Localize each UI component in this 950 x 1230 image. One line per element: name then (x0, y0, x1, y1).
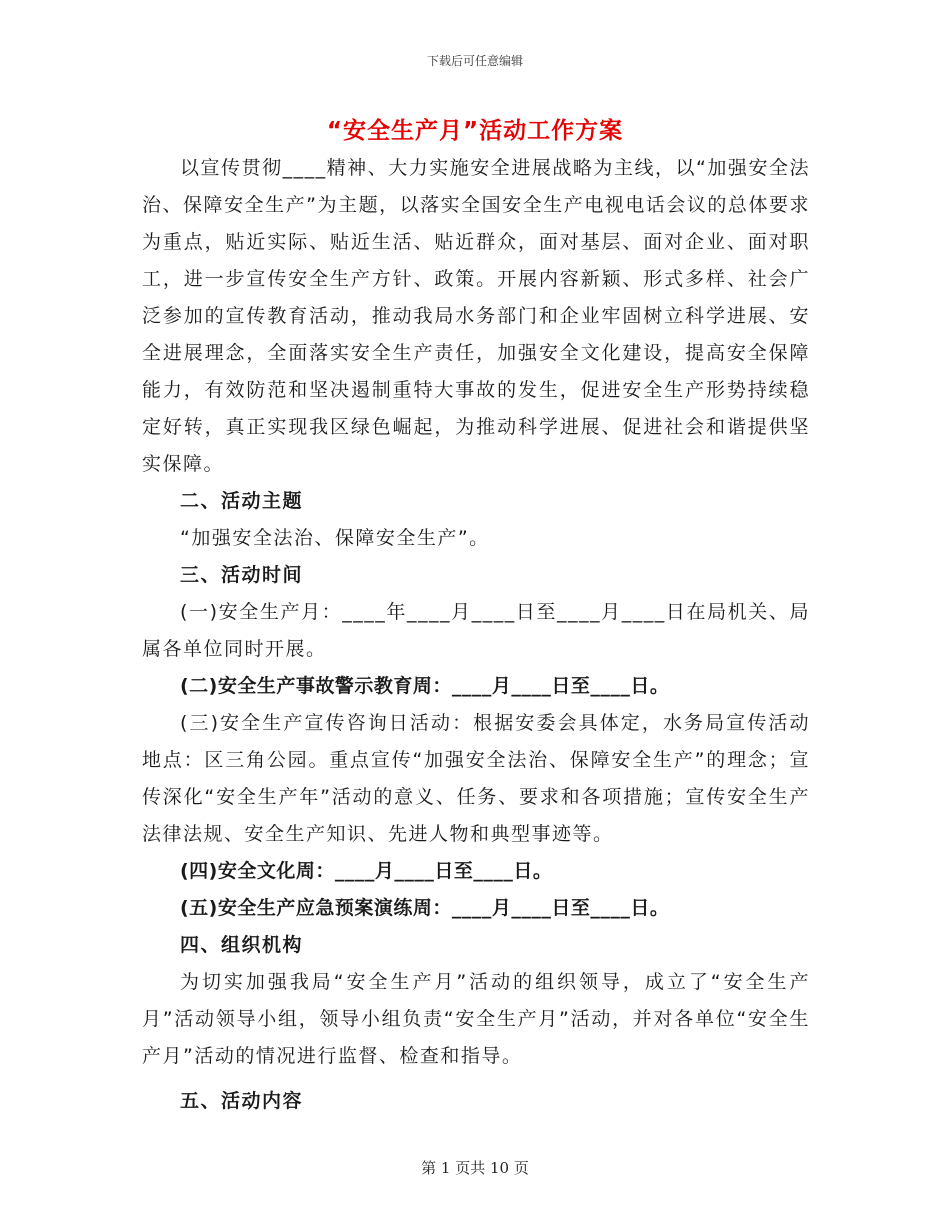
section-4-heading: 四、组织机构 (180, 934, 304, 956)
document-title: “安全生产月”活动工作方案 (326, 118, 624, 144)
section-3-item-5: (五)安全生产应急预案演练周：____月____日至____日。 (180, 897, 670, 919)
section-4-body: 为切实加强我局“安全生产月”活动的组织领导，成立了“安全生产月”活动领导小组，领导小组负责“安全生产月”活动，并对各单位“安全生产月”活动的情况进行监督、检查和指导。 (142, 971, 810, 1067)
section-2-body: “加强安全法治、保障安全生产”。 (180, 527, 490, 549)
intro-paragraph: 以宣传贯彻____精神、大力实施安全进展战略为主线，以“加强安全法治、保障安全生产”为主题，以落实全国安全生产电视电话会议的总体要求为重点，贴近实际、贴近生活、贴近群众，面对基层、面对企业、面对职工，进一步宣传安全生产方针、政策。开展内容新颖、形式多样、社会广泛参加的宣传教育活动，推动我局水务部门和企业牢固树立科学进展、安全进展理念，全面落实安全生产责任，加强安全文化建设，提高安全保障能力，有效防范和坚决遏制重特大事故的发生，促进安全生产形势持续稳定好转，真正实现我区绿色崛起，为推动科学进展、促进社会和谐提供坚实保障。 (142, 157, 810, 475)
section-3-item-1: (一)安全生产月：____年____月____日至____月____日在局机关、局属各单位同时开展。 (142, 601, 810, 660)
section-2-heading: 二、活动主题 (180, 490, 304, 512)
section-3-heading: 三、活动时间 (180, 564, 304, 586)
page-header-note: 下载后可任意编辑 (426, 54, 523, 68)
section-3-item-3: (三)安全生产宣传咨询日活动：根据安委会具体定，水务局宣传活动地点：区三角公园。重点宣传“加强安全法治、保障安全生产”的理念；宣传深化“安全生产年”活动的意义、任务、要求和各项措施；宣传安全生产法律法规、安全生产知识、先进人物和典型事迹等。 (142, 712, 810, 845)
document-body (142, 150, 810, 1120)
section-3-item-2: (二)安全生产事故警示教育周：____月____日至____日。 (180, 675, 670, 697)
page-number: 第 1 页共 10 页 (421, 1159, 529, 1177)
section-3-item-4: (四)安全文化周：____月____日至____日。 (180, 860, 553, 882)
section-5-heading: 五、活动内容 (180, 1090, 304, 1112)
